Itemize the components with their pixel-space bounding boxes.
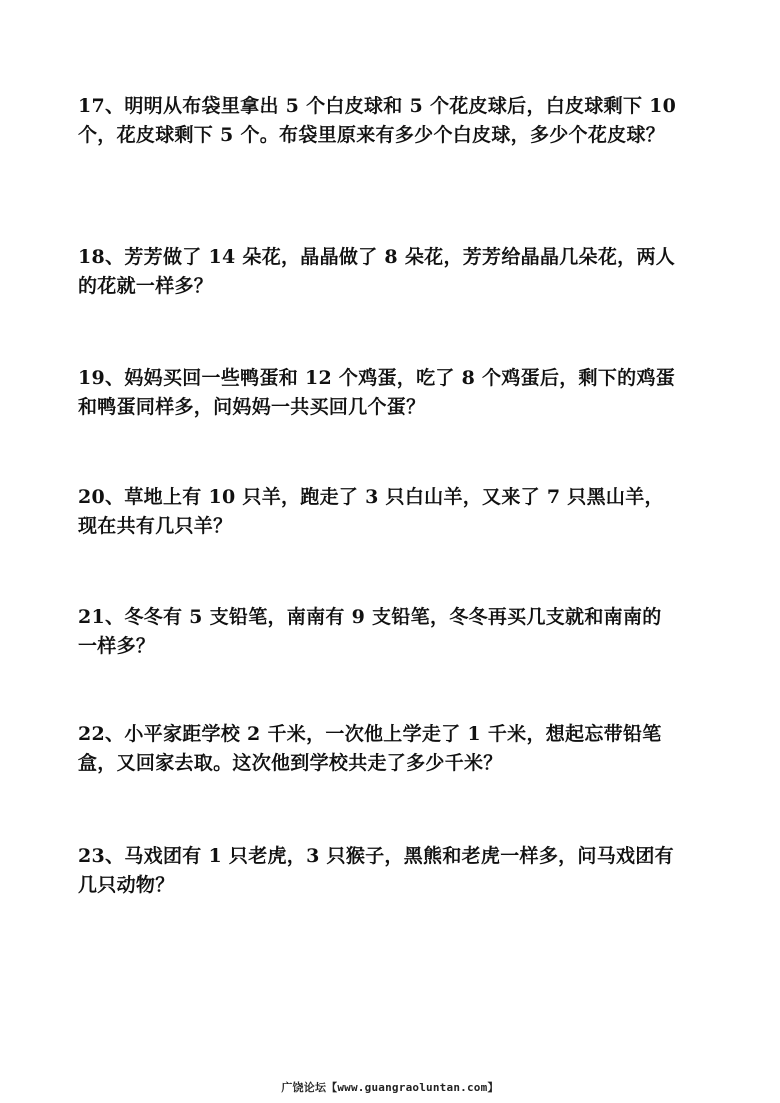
problem-23: 23、马戏团有 1 只老虎，3 只猴子，黑熊和老虎一样多，问马戏团有几只动物？ bbox=[78, 845, 674, 896]
problem-19: 19、妈妈买回一些鸭蛋和 12 个鸡蛋，吃了 8 个鸡蛋后，剩下的鸡蛋和鸭蛋同样多，问妈妈一共买回几个蛋？ bbox=[78, 367, 676, 418]
page-footer: 广饶论坛【www.guangraoluntan.com】 bbox=[281, 1081, 499, 1094]
problem-18: 18、芳芳做了 14 朵花，晶晶做了 8 朵花，芳芳给晶晶几朵花，两人的花就一样多？ bbox=[78, 246, 676, 297]
problem-22: 22、小平家距学校 2 千米，一次他上学走了 1 千米，想起忘带铅笔盒，又回家去取。这次他到学校共走了多少千米？ bbox=[78, 723, 662, 774]
problem-17: 17、明明从布袋里拿出 5 个白皮球和 5 个花皮球后，白皮球剩下 10 个，花皮球剩下 5 个。布袋里原来有多少个白皮球，多少个花皮球？ bbox=[78, 95, 677, 146]
problem-20: 20、草地上有 10 只羊，跑走了 3 只白山羊，又来了 7 只黑山羊，现在共有几只羊？ bbox=[78, 486, 664, 537]
problem-21: 21、冬冬有 5 支铅笔，南南有 9 支铅笔，冬冬再买几支就和南南的一样多？ bbox=[78, 606, 662, 657]
